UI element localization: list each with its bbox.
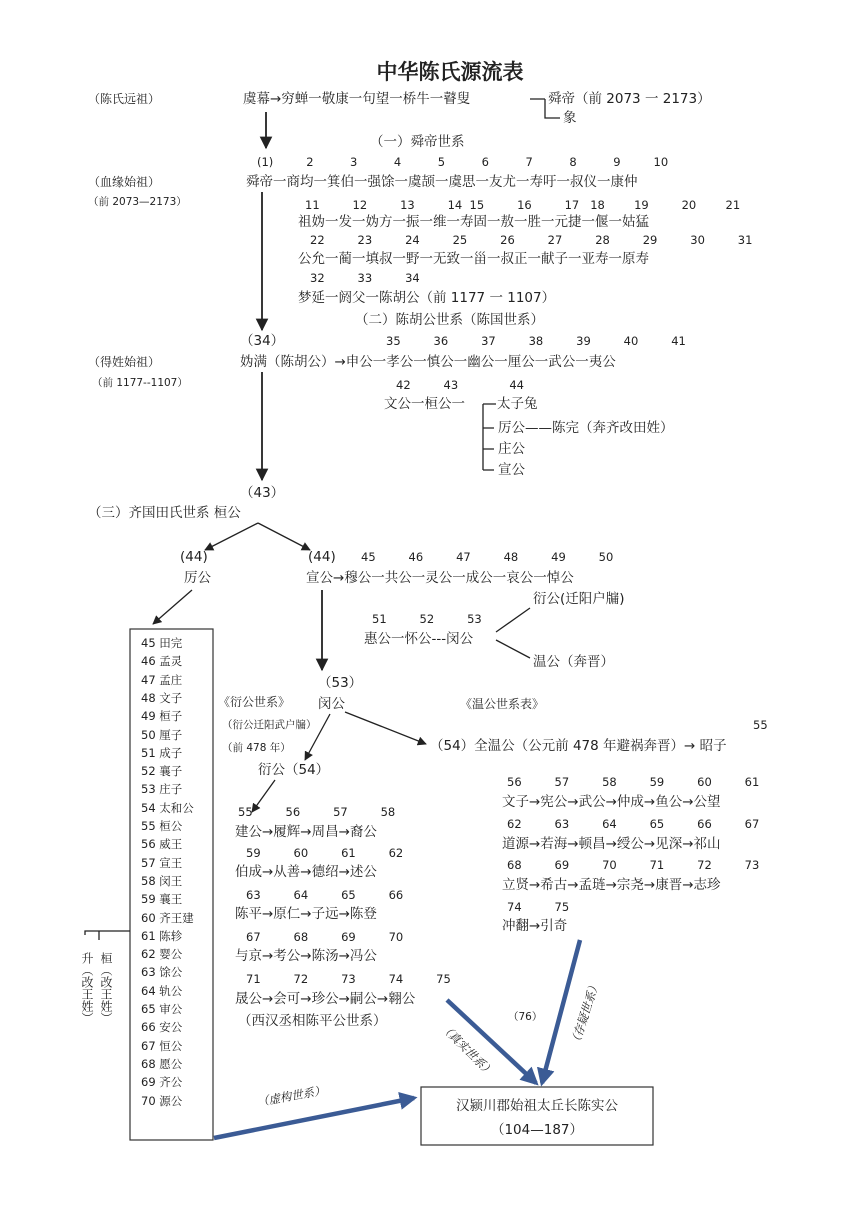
wen-row-nums: 56 57 58 59 60 61 [507,775,760,789]
tian-list-item: 54 太和公 [141,801,194,815]
shun-row-nums: (1) 2 3 4 5 6 7 8 9 10 [257,155,669,169]
yan-row-nums: 67 68 69 70 [246,930,404,944]
wen-row-names: 道源→若海→顿昌→绶公→见深→祁山 [502,836,721,852]
tian-list-item: 61 陈轸 [141,929,183,943]
tian-list-item: 59 襄王 [141,892,183,906]
shun-emperor: 舜帝（前 2073 一 2173） [548,91,711,107]
arrow-ligong-to-list [153,590,192,624]
yan-row-names: 与京→考公→陈汤→冯公 [235,948,377,964]
section-title-wen-gong: 《温公世系表》 [460,697,545,711]
arrow-doubtful-lineage [542,940,580,1083]
yan-row-nums: 55 56 57 58 [238,805,396,819]
xuan-gong-chen: 宣公 [498,462,525,478]
chen-row2-names: 文公一桓公一 [384,396,465,412]
qi-wengong-top: 温公（奔晋） [533,654,614,670]
tian-list-item: 65 审公 [141,1002,183,1016]
yan-row-names: 建公→履辉→周昌→裔公 [235,824,377,840]
shun-generations [246,155,752,306]
xiang: 象 [563,110,577,126]
qi-ligong: 厉公 [184,570,211,586]
wen-row-nums: 74 75 [507,900,570,914]
label-surname-ancestor-date: （前 1177--1107） [92,377,188,389]
section-title-yan-gong: 《衍公世系》 [218,695,291,709]
qi-n44b: (44) [308,549,336,565]
label-doubtful-lineage: （存疑世系） [567,978,603,1049]
side-note-sheng: 升（改王姓） [80,952,94,1024]
qi-xuan-chain: 宣公→穆公一共公一灵公一成公一哀公一悼公 [306,570,574,586]
side-note-heng: 桓（改王姓） [99,952,113,1024]
chen-row1-nums: 35 36 37 38 39 40 41 [386,334,686,348]
tian-list-item: 50 厘子 [141,728,183,742]
section-title-han-chen: （西汉丞相陈平公世系） [238,1013,387,1029]
tian-list-item: 53 庄子 [141,782,183,796]
tian-list-item: 60 齐王建 [141,911,194,925]
tian-list-item: 46 孟灵 [141,654,183,668]
yan-gong-note: （衍公迁阳武户牖） [222,719,317,731]
tian-list-item: 67 恒公 [141,1039,183,1053]
tian-list-item: 64 轨公 [141,984,183,998]
qi-quan-wen: （54）全温公（公元前 478 年避祸奔晋）→ 昭子 [430,738,727,754]
tian-list-item: 57 宣王 [141,856,183,870]
yan-gong-date: （前 478 年） [222,742,291,754]
final-box-line1: 汉颍川郡始祖太丘长陈实公 [456,1098,618,1114]
shun-row-names: 梦延一阏父一陈胡公（前 1177 一 1107） [298,290,556,306]
chen-row1-head: （34） [240,333,285,349]
wen-row-names: 立贤→希古→孟琏→宗尧→康晋→志珍 [502,877,721,893]
wen-generations [502,775,759,934]
yan-row-nums: 71 72 73 74 75 [246,972,451,986]
label-blood-ancestor-date: （前 2073—2173） [88,196,187,208]
far-ancestor-chain: 虞幕→穷蝉一敬康一句望一桥牛一瞽叟 [243,91,471,107]
tian-list-item: 48 文子 [141,691,183,705]
qi-mingong: 闵公 [318,696,345,712]
arrow-huan-to-xuangong [258,523,310,550]
tian-list-item: 47 孟庄 [141,673,183,687]
tian-list-item: 66 安公 [141,1020,183,1034]
chen-row1-names: 妫满（陈胡公）→申公一孝公一慎公一幽公一厘公一武公一夷公 [240,354,616,370]
final-box-line2: （104—187） [490,1122,584,1138]
section-title-shun: （一）舜帝世系 [370,134,465,150]
shun-row-names: 舜帝一商均一箕伯一强馀一虞颉一虞思一友尤一寿吁一叔仪一康仲 [246,174,638,190]
qi-n43: （43） [240,485,285,501]
qi-yangong: 衍公（54） [258,762,330,778]
tian-list-item: 58 闵王 [141,874,183,888]
tian-list-item: 63 馀公 [141,965,183,979]
label-blood-ancestor: （血缘始祖） [88,175,161,189]
tian-list [141,636,194,1108]
shun-row-names: 祖妫一发一妫方一振一维一寿固一敖一胜一元捷一偃一姑猛 [298,214,649,230]
yan-generations [235,805,451,1007]
tian-list-item: 51 成子 [141,746,183,760]
shun-row-nums: 32 33 34 [310,271,420,285]
label-far-ancestor: （陈氏远祖） [88,92,161,106]
label-n76: （76） [508,1011,543,1023]
tian-list-item: 69 齐公 [141,1075,183,1089]
qi-xuan-nums: 45 46 47 48 49 50 [361,550,614,564]
label-fictional-lineage: （虚构世系） [256,1083,327,1109]
section-title-chen-hu: （二）陈胡公世系（陈国世系） [355,312,544,328]
qi-min-nums: 51 52 53 [372,612,482,626]
side-note-bracket [85,931,130,940]
tian-list-item: 68 愿公 [141,1057,183,1071]
shun-row-nums: 22 23 24 25 26 27 28 29 30 31 [310,233,753,247]
tian-list-item: 55 桓公 [141,819,183,833]
wen-row-nums: 68 69 70 71 72 73 [507,858,760,872]
arrow-fictional-lineage [214,1098,414,1138]
wen-row-nums: 62 63 64 65 66 67 [507,817,760,831]
label-qi-tian-header: （三）齐国田氏世系 桓公 [88,505,241,521]
taizi-tu: 太子兔 [497,396,538,412]
yan-row-nums: 59 60 61 62 [246,846,404,860]
page-title: 中华陈氏源流表 [376,60,524,84]
wen-row-names: 冲翻→引奇 [502,918,568,934]
chen-row2-nums: 42 43 44 [396,378,524,392]
tian-list-item: 62 婴公 [141,947,183,961]
qi-n44a: (44) [180,549,208,565]
tian-list-item: 70 源公 [141,1094,183,1108]
yan-row-names: 晟公→会可→珍公→嗣公→翱公 [235,991,416,1007]
li-gong-chen-wan: 厉公——陈完（奔齐改田姓） [498,420,674,436]
connector-huan-sons [483,404,496,470]
qi-n53: （53） [318,675,363,691]
tian-list-item: 49 桓子 [141,709,183,723]
tian-list-item: 56 威王 [141,837,183,851]
shun-row-names: 公允一蔺一填叔一野一无致一甾一叔正一献子一亚寿一原寿 [298,251,649,267]
arrow-huan-to-ligong [205,523,258,550]
arrow-min-to-quanwen [345,712,426,744]
wen-row-names: 文子→宪公→武公→仲成→鱼公→公望 [502,794,721,810]
qi-min-chain: 惠公一怀公---闵公 [364,631,474,647]
yan-row-names: 陈平→原仁→子远→陈登 [235,906,377,922]
qi-n55-top: 55 [753,718,768,732]
zhuang-gong: 庄公 [498,441,525,457]
yan-row-names: 伯成→从善→德绍→述公 [235,864,377,880]
tian-list-item: 52 襄子 [141,764,183,778]
tian-list-item: 45 田完 [141,636,183,650]
yan-row-nums: 63 64 65 66 [246,888,404,902]
connector-min-branches [496,608,530,658]
shun-row-nums: 11 12 13 14 15 16 17 18 19 20 21 [305,198,741,212]
qi-yangong-top: 衍公(迁阳户牖) [533,591,625,607]
label-surname-ancestor: （得姓始祖） [88,355,161,369]
label-real-lineage: （真实世系） [437,1020,497,1079]
